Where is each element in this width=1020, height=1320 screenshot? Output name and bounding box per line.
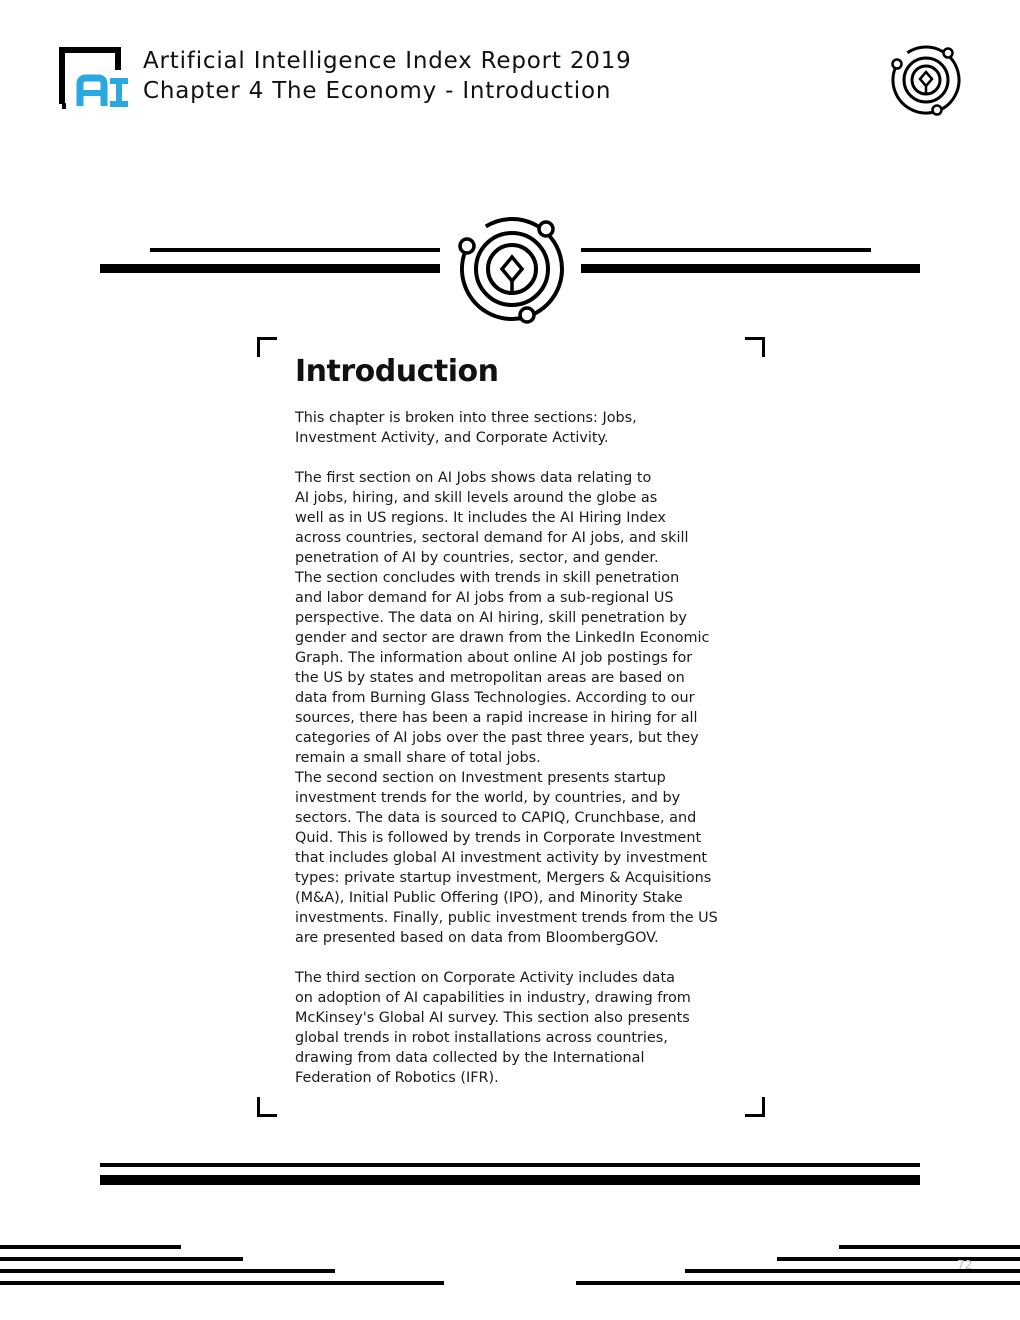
ai-logo-icon [58, 46, 130, 110]
text-line: that includes global AI investment activity by investment [295, 850, 708, 866]
text-line: Graph. The information about online AI job postings for [295, 650, 693, 666]
text-line: on adoption of AI capabilities in industry, drawing from [295, 990, 691, 1006]
text-line: The third section on Corporate Activity includes data [295, 970, 675, 986]
text-line: Quid. This is followed by trends in Corporate Investment [295, 830, 702, 846]
text-line: (M&A), Initial Public Offering (IPO), and Minority Stake [295, 890, 683, 906]
text-line: global trends in robot installations across countries, [295, 1030, 668, 1046]
divider-line [581, 264, 920, 273]
text-line: investments. Finally, public investment trends from the US [295, 910, 718, 926]
orbit-emblem-icon [455, 212, 570, 325]
paragraph-gap [295, 948, 765, 968]
text-line: The second section on Investment presents startup [295, 770, 666, 786]
text-line: types: private startup investment, Mergers & Acquisitions [295, 870, 712, 886]
text-line: The section concludes with trends in skill penetration [295, 570, 680, 586]
text-line: The first section on AI Jobs shows data relating to [295, 470, 652, 486]
divider-line [581, 248, 871, 252]
section-title: Introduction [295, 354, 499, 389]
text-line: Federation of Robotics (IFR). [295, 1070, 499, 1086]
text-line: data from Burning Glass Technologies. According to our [295, 690, 695, 706]
text-line: categories of AI jobs over the past three years, but they [295, 730, 699, 746]
report-header [143, 46, 632, 106]
paragraph [295, 468, 765, 948]
text-line: remain a small share of total jobs. [295, 750, 541, 766]
divider-line [100, 1175, 920, 1185]
text-line: gender and sector are drawn from the LinkedIn Economic [295, 630, 710, 646]
paragraph [295, 408, 765, 448]
text-line: AI jobs, hiring, and skill levels around the globe as [295, 490, 658, 506]
corner-bracket [257, 337, 277, 357]
corner-bracket [745, 337, 765, 357]
text-line: penetration of AI by countries, sector, and gender. [295, 550, 659, 566]
text-line: investment trends for the world, by countries, and by [295, 790, 681, 806]
section-body [295, 408, 765, 1088]
orbit-emblem-icon [888, 44, 964, 116]
divider-line [100, 264, 440, 273]
divider-line [100, 1163, 920, 1167]
text-line: sectors. The data is sourced to CAPIQ, Crunchbase, and [295, 810, 697, 826]
paragraph [295, 968, 765, 1088]
text-line: This chapter is broken into three sections: Jobs, [295, 410, 637, 426]
footer-stripe [839, 1245, 1020, 1249]
page-number: 72 [957, 1258, 973, 1272]
text-line: are presented based on data from BloombergGOV. [295, 930, 659, 946]
paragraph-gap [295, 448, 765, 468]
footer-stripe [0, 1257, 243, 1261]
text-line: drawing from data collected by the International [295, 1050, 645, 1066]
text-line: perspective. The data on AI hiring, skill penetration by [295, 610, 687, 626]
text-line: the US by states and metropolitan areas are based on [295, 670, 685, 686]
report-title: Artificial Intelligence Index Report 2019 [143, 48, 632, 74]
corner-bracket [745, 1097, 765, 1117]
footer-stripe [0, 1269, 335, 1273]
text-line: across countries, sectoral demand for AI jobs, and skill [295, 530, 689, 546]
divider-line [150, 248, 440, 252]
text-line: and labor demand for AI jobs from a sub-regional US [295, 590, 674, 606]
text-line: McKinsey's Global AI survey. This section also presents [295, 1010, 690, 1026]
text-line: well as in US regions. It includes the AI Hiring Index [295, 510, 666, 526]
chapter-title: Chapter 4 The Economy - Introduction [143, 78, 612, 104]
text-line: Investment Activity, and Corporate Activity. [295, 430, 609, 446]
footer-stripe [0, 1245, 181, 1249]
text-line: sources, there has been a rapid increase in hiring for all [295, 710, 698, 726]
corner-bracket [257, 1097, 277, 1117]
footer-stripe [777, 1257, 1020, 1261]
footer-stripe [576, 1281, 1020, 1285]
footer-stripe [0, 1281, 444, 1285]
